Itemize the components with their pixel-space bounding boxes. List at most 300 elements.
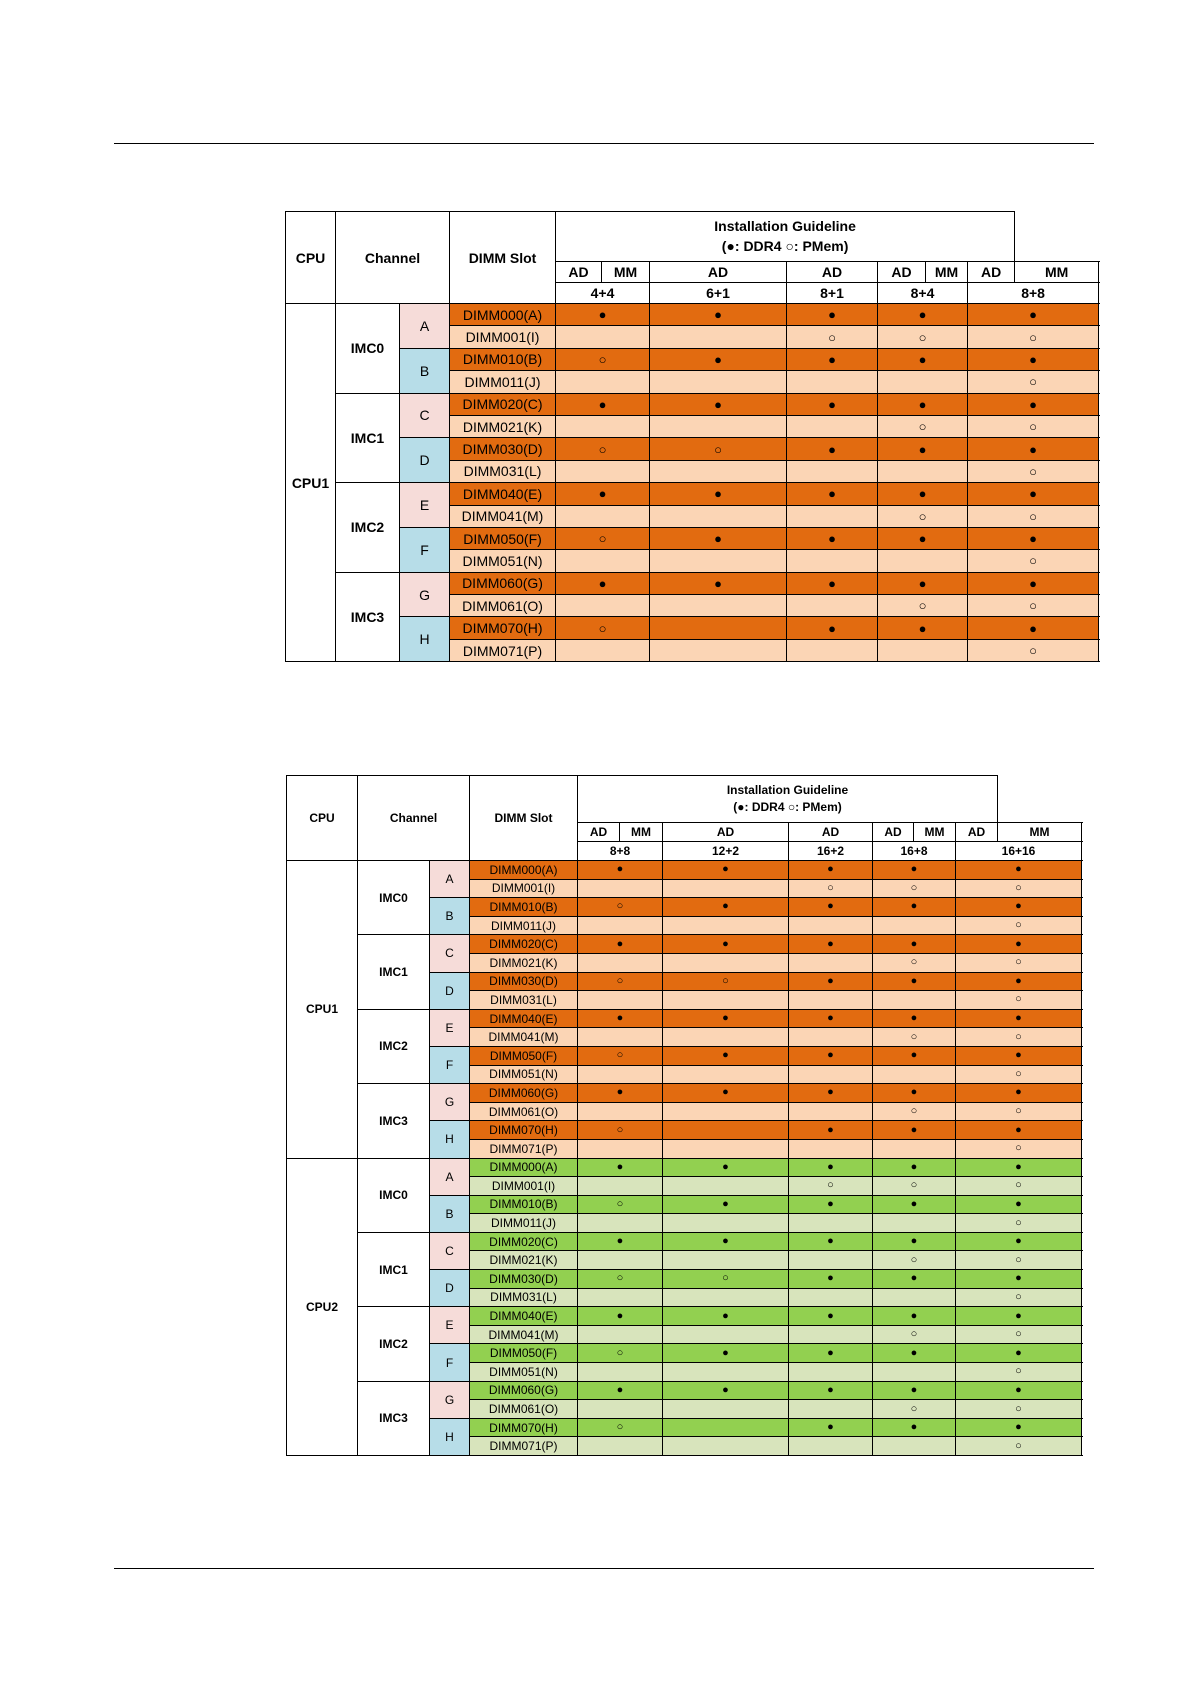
- ddr4-marker: ●: [789, 1381, 873, 1400]
- pmem-marker: ○: [556, 617, 650, 639]
- ddr4-marker: ●: [578, 1084, 663, 1103]
- pmem-marker: ○: [873, 879, 956, 898]
- empty-cell: [578, 1139, 663, 1158]
- ddr4-marker: ●: [968, 438, 1099, 460]
- channel-label: E: [400, 483, 450, 528]
- dimm-slot-label: DIMM001(I): [470, 879, 578, 898]
- dimm-slot-label: DIMM020(C): [470, 935, 578, 954]
- empty-cell: [789, 1325, 873, 1344]
- ddr4-marker: ●: [873, 1195, 956, 1214]
- ddr4-marker: ●: [878, 438, 968, 460]
- channel-label: F: [430, 1046, 470, 1083]
- empty-cell: [578, 879, 663, 898]
- empty-cell: [789, 1214, 873, 1233]
- dimm-slot-header: DIMM Slot: [470, 776, 578, 861]
- empty-cell: [663, 1251, 789, 1270]
- slot-row: [286, 617, 1099, 639]
- mode-header: AD: [578, 823, 620, 842]
- ddr4-marker: ●: [873, 935, 956, 954]
- dimm-slot-label: DIMM011(J): [470, 916, 578, 935]
- ddr4-marker: ●: [968, 617, 1099, 639]
- dimm-slot-label: DIMM040(E): [450, 483, 556, 505]
- empty-cell: [578, 1028, 663, 1047]
- dimm-slot-label: DIMM051(N): [450, 550, 556, 572]
- cpu-header: CPU: [287, 776, 358, 861]
- slot-row: [287, 1158, 1082, 1177]
- dimm-slot-label: DIMM021(K): [470, 953, 578, 972]
- channel-label: B: [400, 348, 450, 393]
- dimm-slot-label: DIMM001(I): [450, 326, 556, 348]
- pmem-marker: ○: [968, 550, 1099, 572]
- pmem-marker: ○: [956, 991, 1082, 1010]
- empty-cell: [789, 1400, 873, 1419]
- empty-cell: [663, 1177, 789, 1196]
- empty-cell: [787, 595, 878, 617]
- imc-label: IMC2: [336, 483, 400, 573]
- pmem-marker: ○: [878, 595, 968, 617]
- dimm-slot-label: DIMM031(L): [450, 460, 556, 482]
- ddr4-marker: ●: [650, 304, 787, 326]
- ddr4-marker: ●: [873, 1307, 956, 1326]
- empty-cell: [650, 371, 787, 393]
- empty-cell: [873, 1139, 956, 1158]
- ddr4-marker: ●: [787, 438, 878, 460]
- ddr4-marker: ●: [968, 572, 1099, 594]
- ddr4-marker: ●: [789, 1270, 873, 1289]
- empty-cell: [873, 1437, 956, 1456]
- ddr4-marker: ●: [968, 304, 1099, 326]
- ddr4-marker: ●: [650, 527, 787, 549]
- dimm-slot-label: DIMM000(A): [470, 861, 578, 880]
- dimm-slot-label: DIMM001(I): [470, 1177, 578, 1196]
- pmem-marker: ○: [650, 438, 787, 460]
- ddr4-marker: ●: [578, 1009, 663, 1028]
- ddr4-marker: ●: [956, 898, 1082, 917]
- dimm-slot-label: DIMM041(M): [470, 1028, 578, 1047]
- imc-label: IMC3: [358, 1381, 430, 1455]
- cpu-label: CPU1: [287, 861, 358, 1159]
- empty-cell: [663, 991, 789, 1010]
- ddr4-marker: ●: [663, 1307, 789, 1326]
- ddr4-marker: ●: [578, 1232, 663, 1251]
- dimm-slot-label: DIMM030(D): [470, 1270, 578, 1289]
- empty-cell: [663, 1139, 789, 1158]
- ddr4-marker: ●: [878, 393, 968, 415]
- slot-row: [286, 348, 1099, 370]
- dimm-slot-label: DIMM041(M): [470, 1325, 578, 1344]
- config-header: 16+16: [956, 842, 1082, 861]
- footer-rule: [114, 1568, 1094, 1569]
- slot-row: [286, 572, 1099, 594]
- slot-row: [287, 1307, 1082, 1326]
- empty-cell: [650, 460, 787, 482]
- ddr4-marker: ●: [789, 1307, 873, 1326]
- dimm-slot-label: DIMM000(A): [450, 304, 556, 326]
- empty-cell: [789, 1139, 873, 1158]
- ddr4-marker: ●: [556, 393, 650, 415]
- mode-header: AD: [787, 262, 878, 283]
- empty-cell: [650, 595, 787, 617]
- slot-row: [286, 483, 1099, 505]
- ddr4-marker: ●: [578, 1307, 663, 1326]
- empty-cell: [578, 1065, 663, 1084]
- ddr4-marker: ●: [663, 1046, 789, 1065]
- dimm-slot-label: DIMM030(D): [470, 972, 578, 991]
- ddr4-marker: ●: [968, 393, 1099, 415]
- pmem-marker: ○: [663, 1270, 789, 1289]
- pmem-marker: ○: [578, 1121, 663, 1140]
- pmem-marker: ○: [873, 953, 956, 972]
- ddr4-marker: ●: [956, 1381, 1082, 1400]
- pmem-marker: ○: [956, 1028, 1082, 1047]
- dimm-slot-label: DIMM010(B): [450, 348, 556, 370]
- ddr4-marker: ●: [956, 1270, 1082, 1289]
- channel-label: G: [430, 1084, 470, 1121]
- ddr4-marker: ●: [873, 1046, 956, 1065]
- cpu-header: CPU: [286, 212, 336, 304]
- empty-cell: [789, 1251, 873, 1270]
- empty-cell: [663, 1214, 789, 1233]
- dimm-slot-label: DIMM070(H): [470, 1418, 578, 1437]
- slot-row: [287, 1009, 1082, 1028]
- empty-cell: [578, 1177, 663, 1196]
- pmem-marker: ○: [956, 1102, 1082, 1121]
- empty-cell: [650, 415, 787, 437]
- mode-header: MM: [1015, 262, 1099, 283]
- empty-cell: [789, 953, 873, 972]
- config-header: 8+8: [968, 283, 1099, 304]
- ddr4-marker: ●: [787, 304, 878, 326]
- pmem-marker: ○: [956, 1288, 1082, 1307]
- mode-header: MM: [998, 823, 1082, 842]
- dimm-slot-label: DIMM011(J): [470, 1214, 578, 1233]
- empty-cell: [578, 1400, 663, 1419]
- config-header: 8+8: [578, 842, 663, 861]
- empty-cell: [663, 1065, 789, 1084]
- ddr4-marker: ●: [578, 1158, 663, 1177]
- slot-row: [287, 1381, 1082, 1400]
- ddr4-marker: ●: [663, 1195, 789, 1214]
- dimm-slot-label: DIMM070(H): [450, 617, 556, 639]
- slot-row: [287, 935, 1082, 954]
- config-header: 6+1: [650, 283, 787, 304]
- pmem-marker: ○: [956, 953, 1082, 972]
- slot-row: [287, 1084, 1082, 1103]
- ddr4-marker: ●: [663, 898, 789, 917]
- channel-label: C: [430, 935, 470, 972]
- empty-cell: [873, 1065, 956, 1084]
- channel-label: H: [400, 617, 450, 662]
- pmem-marker: ○: [789, 879, 873, 898]
- dimm-slot-label: DIMM061(O): [470, 1400, 578, 1419]
- empty-cell: [789, 1288, 873, 1307]
- ddr4-marker: ●: [663, 1232, 789, 1251]
- channel-header: Channel: [358, 776, 470, 861]
- ddr4-marker: ●: [556, 572, 650, 594]
- empty-cell: [787, 505, 878, 527]
- dimm-slot-label: DIMM021(K): [470, 1251, 578, 1270]
- pmem-marker: ○: [956, 916, 1082, 935]
- pmem-marker: ○: [556, 438, 650, 460]
- dimm-slot-label: DIMM050(F): [450, 527, 556, 549]
- empty-cell: [663, 1418, 789, 1437]
- ddr4-marker: ●: [873, 1158, 956, 1177]
- ddr4-marker: ●: [968, 483, 1099, 505]
- pmem-marker: ○: [663, 972, 789, 991]
- ddr4-marker: ●: [650, 572, 787, 594]
- pmem-marker: ○: [956, 1363, 1082, 1382]
- channel-label: F: [430, 1344, 470, 1381]
- ddr4-marker: ●: [663, 1158, 789, 1177]
- pmem-marker: ○: [968, 460, 1099, 482]
- pmem-marker: ○: [556, 348, 650, 370]
- imc-label: IMC1: [358, 1232, 430, 1306]
- slot-row: [287, 1232, 1082, 1251]
- ddr4-marker: ●: [787, 348, 878, 370]
- dimm-slot-label: DIMM011(J): [450, 371, 556, 393]
- mode-header: AD: [878, 262, 926, 283]
- channel-label: D: [430, 972, 470, 1009]
- ddr4-marker: ●: [873, 1084, 956, 1103]
- ddr4-marker: ●: [873, 898, 956, 917]
- pmem-marker: ○: [787, 326, 878, 348]
- ddr4-marker: ●: [789, 1121, 873, 1140]
- empty-cell: [556, 505, 650, 527]
- mode-header: MM: [620, 823, 663, 842]
- pmem-marker: ○: [968, 505, 1099, 527]
- ddr4-marker: ●: [878, 483, 968, 505]
- ddr4-marker: ●: [556, 304, 650, 326]
- empty-cell: [789, 1437, 873, 1456]
- mode-header: AD: [873, 823, 914, 842]
- empty-cell: [578, 1437, 663, 1456]
- empty-cell: [663, 1437, 789, 1456]
- pmem-marker: ○: [873, 1177, 956, 1196]
- channel-label: A: [430, 1158, 470, 1195]
- dimm-slot-label: DIMM031(L): [470, 991, 578, 1010]
- ddr4-marker: ●: [873, 861, 956, 880]
- cpu-label: CPU2: [287, 1158, 358, 1456]
- empty-cell: [556, 371, 650, 393]
- ddr4-marker: ●: [873, 1344, 956, 1363]
- config-header: 8+1: [787, 283, 878, 304]
- empty-cell: [663, 1363, 789, 1382]
- ddr4-marker: ●: [956, 972, 1082, 991]
- empty-cell: [789, 1028, 873, 1047]
- pmem-marker: ○: [878, 505, 968, 527]
- ddr4-marker: ●: [878, 617, 968, 639]
- empty-cell: [578, 953, 663, 972]
- installation-guideline-header: [578, 776, 998, 823]
- mode-header: AD: [556, 262, 602, 283]
- dimm-slot-label: DIMM031(L): [470, 1288, 578, 1307]
- ddr4-marker: ●: [789, 1084, 873, 1103]
- ddr4-marker: ●: [968, 527, 1099, 549]
- ddr4-marker: ●: [956, 1084, 1082, 1103]
- ddr4-marker: ●: [789, 898, 873, 917]
- channel-label: A: [430, 861, 470, 898]
- ddr4-marker: ●: [650, 393, 787, 415]
- ddr4-marker: ●: [787, 617, 878, 639]
- dimm-slot-label: DIMM060(G): [450, 572, 556, 594]
- ddr4-marker: ●: [878, 572, 968, 594]
- pmem-marker: ○: [578, 1418, 663, 1437]
- mode-header: AD: [650, 262, 787, 283]
- ddr4-marker: ●: [663, 861, 789, 880]
- empty-cell: [878, 460, 968, 482]
- dimm-slot-label: DIMM050(F): [470, 1046, 578, 1065]
- empty-cell: [650, 505, 787, 527]
- pmem-marker: ○: [968, 326, 1099, 348]
- pmem-marker: ○: [789, 1177, 873, 1196]
- dimm-slot-label: DIMM051(N): [470, 1065, 578, 1084]
- ddr4-marker: ●: [956, 861, 1082, 880]
- channel-label: E: [430, 1009, 470, 1046]
- ddr4-marker: ●: [956, 1046, 1082, 1065]
- ddr4-marker: ●: [663, 1344, 789, 1363]
- slot-row: [286, 527, 1099, 549]
- pmem-marker: ○: [578, 1344, 663, 1363]
- imc-label: IMC1: [358, 935, 430, 1009]
- empty-cell: [789, 1102, 873, 1121]
- channel-label: H: [430, 1418, 470, 1455]
- ddr4-marker: ●: [789, 972, 873, 991]
- mode-header: AD: [663, 823, 789, 842]
- legend-symbols: (●: DDR4 ○: PMem): [721, 237, 849, 254]
- dimm-table-2: [286, 775, 1082, 1456]
- imc-label: IMC3: [336, 572, 400, 662]
- channel-label: D: [400, 438, 450, 483]
- config-header: 16+8: [873, 842, 956, 861]
- ddr4-marker: ●: [663, 1009, 789, 1028]
- imc-label: IMC0: [358, 1158, 430, 1232]
- pmem-marker: ○: [873, 1400, 956, 1419]
- ddr4-marker: ●: [578, 861, 663, 880]
- ddr4-marker: ●: [787, 527, 878, 549]
- ddr4-marker: ●: [956, 1344, 1082, 1363]
- ddr4-marker: ●: [787, 393, 878, 415]
- dimm-slot-label: DIMM010(B): [470, 1195, 578, 1214]
- empty-cell: [789, 1065, 873, 1084]
- pmem-marker: ○: [956, 879, 1082, 898]
- dimm-slot-label: DIMM061(O): [450, 595, 556, 617]
- empty-cell: [787, 550, 878, 572]
- dimm-slot-label: DIMM060(G): [470, 1381, 578, 1400]
- legend-symbols: (●: DDR4 ○: PMem): [733, 800, 842, 814]
- channel-label: B: [430, 1195, 470, 1232]
- slot-row: [287, 861, 1082, 880]
- empty-cell: [787, 371, 878, 393]
- empty-cell: [878, 639, 968, 661]
- empty-cell: [789, 916, 873, 935]
- config-header: 4+4: [556, 283, 650, 304]
- empty-cell: [873, 991, 956, 1010]
- ddr4-marker: ●: [789, 1344, 873, 1363]
- ddr4-marker: ●: [873, 1009, 956, 1028]
- slot-row: [286, 393, 1099, 415]
- mode-header: AD: [968, 262, 1015, 283]
- ddr4-marker: ●: [789, 1009, 873, 1028]
- empty-cell: [578, 1102, 663, 1121]
- ddr4-marker: ●: [789, 935, 873, 954]
- ddr4-marker: ●: [650, 348, 787, 370]
- slot-row: [286, 304, 1099, 326]
- slot-row: [286, 438, 1099, 460]
- empty-cell: [878, 550, 968, 572]
- empty-cell: [578, 1325, 663, 1344]
- empty-cell: [650, 639, 787, 661]
- empty-cell: [663, 1028, 789, 1047]
- ddr4-marker: ●: [789, 1046, 873, 1065]
- channel-label: F: [400, 527, 450, 572]
- dimm-slot-label: DIMM000(A): [470, 1158, 578, 1177]
- dimm-slot-label: DIMM071(P): [450, 639, 556, 661]
- ddr4-marker: ●: [878, 527, 968, 549]
- pmem-marker: ○: [956, 1251, 1082, 1270]
- imc-label: IMC2: [358, 1307, 430, 1381]
- pmem-marker: ○: [956, 1214, 1082, 1233]
- empty-cell: [578, 1214, 663, 1233]
- imc-label: IMC3: [358, 1084, 430, 1158]
- dimm-slot-label: DIMM030(D): [450, 438, 556, 460]
- empty-cell: [556, 639, 650, 661]
- dimm-slot-label: DIMM021(K): [450, 415, 556, 437]
- ddr4-marker: ●: [873, 1232, 956, 1251]
- pmem-marker: ○: [878, 415, 968, 437]
- empty-cell: [650, 326, 787, 348]
- ddr4-marker: ●: [650, 483, 787, 505]
- pmem-marker: ○: [956, 1139, 1082, 1158]
- ddr4-marker: ●: [968, 348, 1099, 370]
- ddr4-marker: ●: [789, 1418, 873, 1437]
- ddr4-marker: ●: [956, 1121, 1082, 1140]
- ddr4-marker: ●: [787, 483, 878, 505]
- empty-cell: [873, 1363, 956, 1382]
- legend-title: Installation Guideline: [714, 217, 856, 234]
- empty-cell: [663, 1102, 789, 1121]
- config-header: 8+4: [878, 283, 968, 304]
- channel-label: H: [430, 1121, 470, 1158]
- pmem-marker: ○: [956, 1065, 1082, 1084]
- installation-guideline-header: [556, 212, 1015, 262]
- dimm-slot-header: DIMM Slot: [450, 212, 556, 304]
- empty-cell: [650, 550, 787, 572]
- dimm-slot-label: DIMM071(P): [470, 1139, 578, 1158]
- pmem-marker: ○: [578, 898, 663, 917]
- pmem-marker: ○: [968, 415, 1099, 437]
- channel-label: A: [400, 304, 450, 349]
- ddr4-marker: ●: [578, 1381, 663, 1400]
- dimm-slot-label: DIMM050(F): [470, 1344, 578, 1363]
- mode-header: MM: [914, 823, 956, 842]
- empty-cell: [578, 991, 663, 1010]
- channel-header: Channel: [336, 212, 450, 304]
- pmem-marker: ○: [956, 1437, 1082, 1456]
- dimm-slot-label: DIMM070(H): [470, 1121, 578, 1140]
- dimm-slot-label: DIMM051(N): [470, 1363, 578, 1382]
- ddr4-marker: ●: [878, 348, 968, 370]
- empty-cell: [878, 371, 968, 393]
- channel-label: E: [430, 1307, 470, 1344]
- empty-cell: [578, 1363, 663, 1382]
- ddr4-marker: ●: [556, 483, 650, 505]
- imc-label: IMC0: [336, 304, 400, 394]
- empty-cell: [663, 1288, 789, 1307]
- mode-header: AD: [956, 823, 998, 842]
- empty-cell: [873, 1288, 956, 1307]
- ddr4-marker: ●: [956, 1232, 1082, 1251]
- dimm-slot-label: DIMM061(O): [470, 1102, 578, 1121]
